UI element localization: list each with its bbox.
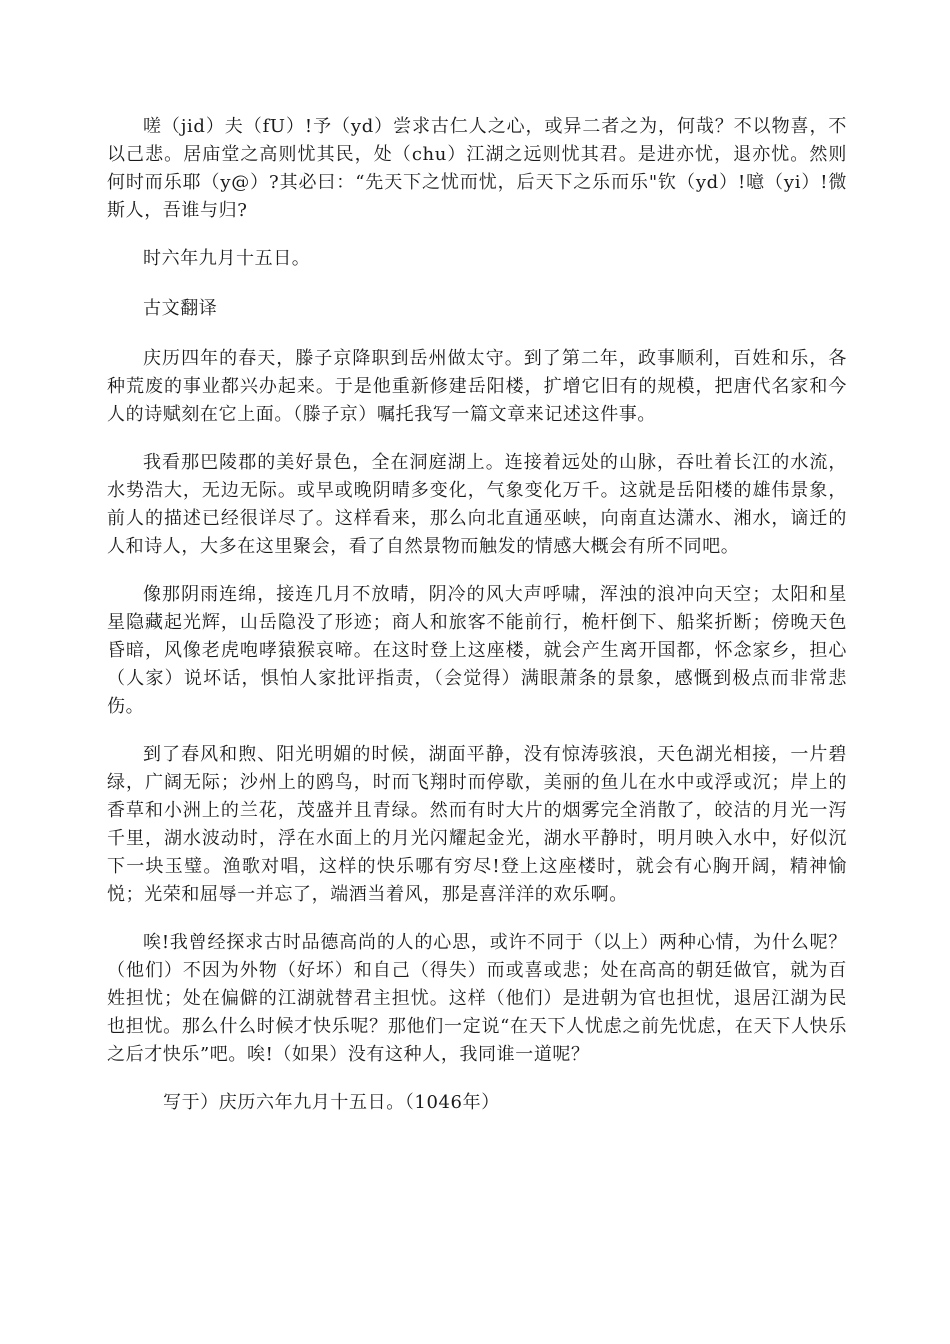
translation-heading: 古文翻译: [143, 298, 218, 319]
translation-paragraph-5: 唉!我曾经探求古时品德高尚的人的心思，或许不同于（以上）两种心情，为什么呢？（他们）不因为外物（好坏）和自己（得失）而或喜或悲；处在高高的朝廷做官，就为百姓担忧；处在偏僻的江湖就替君主担忧。这样（他们）是进朝为官也担忧，退居江湖为民也担忧。那么什么时候才快乐呢？那他们一定说“在天下人忧虑之前先忧虑，在天下人快乐之后才快乐”吧。唉!（如果）没有这种人，我同谁一道呢？: [107, 932, 847, 1065]
document-page: [107, 113, 847, 1137]
date-paragraph: 时六年九月十五日。: [143, 248, 311, 269]
original-text-paragraph: 嗟（jid）夫（fU）!予（yd）尝求古仁人之心，或异二者之为，何哉？不以物喜，不以己悲。居庙堂之高则忧其民，处（chu）江湖之远则忧其君。是进亦忧，退亦忧。然则何时而乐耶（y@）?其必曰：“先天下之忧而忧，后天下之乐而乐"钦（yd）!噫（yi）!微斯人，吾谁与归?: [107, 116, 847, 221]
translation-paragraph-2: 我看那巴陵郡的美好景色，全在洞庭湖上。连接着远处的山脉，吞吐着长江的水流，水势浩大，无边无际。或早或晚阴晴多变化，气象变化万千。这就是岳阳楼的雄伟景象，前人的描述已经很详尽了。这样看来，那么向北直通巫峡，向南直达潇水、湘水，谪迁的人和诗人，大多在这里聚会，看了自然景物而触发的情感大概会有所不同吧。: [107, 452, 847, 557]
written-date-line: 写于）庆历六年九月十五日。（1046年）: [163, 1092, 500, 1113]
translation-paragraph-4: 到了春风和煦、阳光明媚的时候，湖面平静，没有惊涛骇浪，天色湖光相接，一片碧绿，广阔无际；沙州上的鸥鸟，时而飞翔时而停歇，美丽的鱼儿在水中或浮或沉；岸上的香草和小洲上的兰花，茂盛并且青绿。然而有时大片的烟雾完全消散了，皎洁的月光一泻千里，湖水波动时，浮在水面上的月光闪耀起金光，湖水平静时，明月映入水中，好似沉下一块玉璧。渔歌对唱，这样的快乐哪有穷尽!登上这座楼时，就会有心胸开阔，精神愉悦；光荣和屈辱一并忘了，端酒当着风，那是喜洋洋的欢乐啊。: [107, 744, 847, 905]
translation-paragraph-1: 庆历四年的春天，滕子京降职到岳州做太守。到了第二年，政事顺利，百姓和乐，各种荒废的事业都兴办起来。于是他重新修建岳阳楼，扩增它旧有的规模，把唐代名家和今人的诗赋刻在它上面。（滕子京）嘱托我写一篇文章来记述这件事。: [107, 348, 847, 425]
translation-paragraph-3: 像那阴雨连绵，接连几月不放晴，阴冷的风大声呼啸，浑浊的浪冲向天空；太阳和星星隐藏起光辉，山岳隐没了形迹；商人和旅客不能前行，桅杆倒下、船桨折断；傍晚天色昏暗，风像老虎咆哮猿猴哀啼。在这时登上这座楼，就会产生离开国都，怀念家乡，担心（人家）说坏话，惧怕人家批评指责，（会觉得）满眼萧条的景象，感慨到极点而非常悲伤。: [107, 584, 847, 717]
